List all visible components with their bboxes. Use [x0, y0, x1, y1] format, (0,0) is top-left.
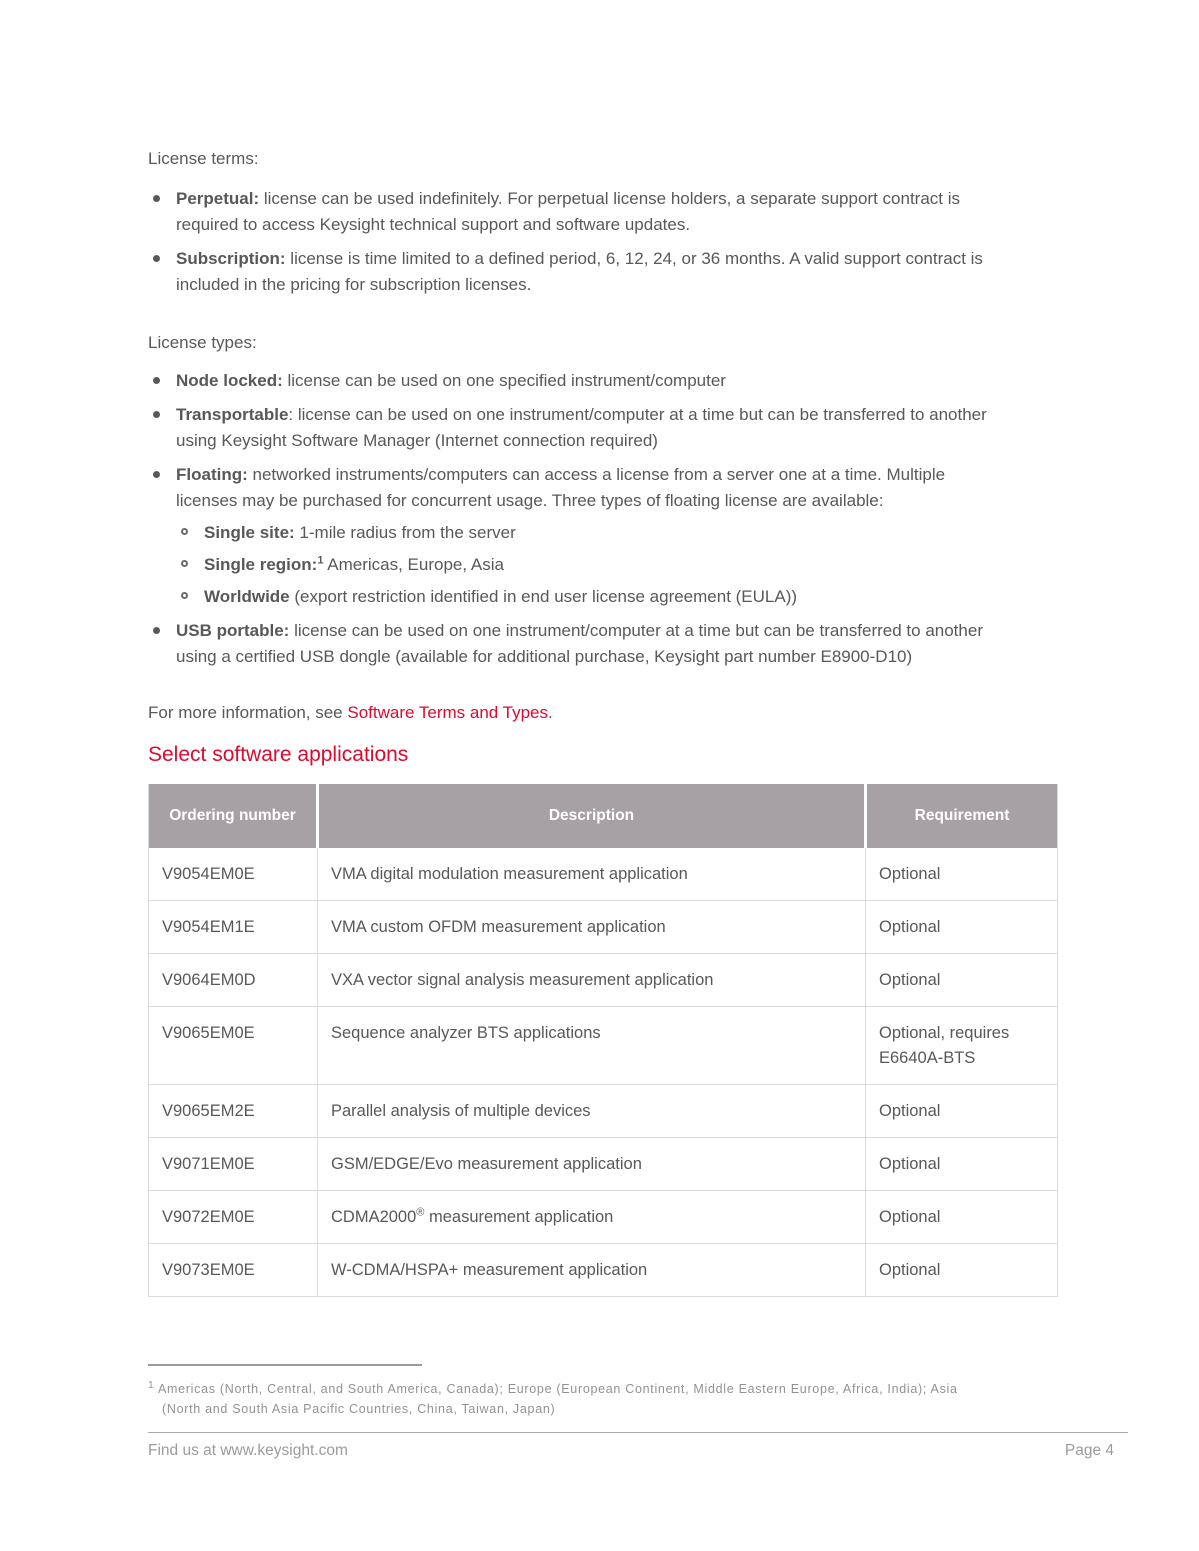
- list-item-node-locked: [176, 368, 996, 394]
- type-text: : license can be used on one instrument/computer at a time but can be transferred to another using Keysight Software Manager (Internet connection required): [176, 405, 987, 450]
- requirement-cell: Optional: [866, 1191, 1058, 1244]
- select-software-applications-heading: Select software applications: [148, 743, 409, 766]
- footnote-body: Americas (North, Central, and South America, Canada); Europe (European Continent, Middle Eastern Europe, Africa, India); Asia (North and South Asia Pacific Countries, China, Taiwan, Japan): [154, 1382, 958, 1417]
- description-cell: W-CDMA/HSPA+ measurement application: [318, 1244, 866, 1297]
- subitem-label: Worldwide: [204, 587, 290, 606]
- subitem-label: Single site:: [204, 523, 295, 542]
- license-terms-list: [148, 186, 1060, 298]
- subitem-text: Americas, Europe, Asia: [323, 555, 504, 574]
- subitem-text: 1-mile radius from the server: [294, 523, 516, 542]
- software-terms-link[interactable]: Software Terms and Types: [347, 703, 548, 722]
- ordering-number-cell: V9054EM0E: [162, 865, 255, 883]
- term-text: license can be used indefinitely. For perpetual license holders, a separate support contract is required to access Keysight technical support and software updates.: [176, 189, 961, 234]
- table-row: [149, 901, 1058, 954]
- requirement-cell: Optional: [866, 1244, 1058, 1297]
- software-applications-table: [148, 784, 1058, 1297]
- ordering-number-cell: V9054EM1E: [149, 901, 318, 954]
- table-header: [149, 784, 1058, 848]
- table-row: [149, 1007, 1058, 1085]
- list-item-single-site: [204, 520, 996, 546]
- description-cell: [318, 1191, 866, 1244]
- column-header-requirement: Requirement: [866, 784, 1058, 848]
- license-terms-heading: License terms:: [148, 149, 259, 168]
- type-label: Node locked:: [176, 371, 283, 390]
- table-body: [149, 848, 1058, 1297]
- list-item-single-region: [204, 552, 996, 578]
- list-item-floating: [176, 462, 996, 610]
- footnote-text: [148, 1376, 978, 1419]
- requirement-cell: Optional, requires E6640A-BTS: [866, 1007, 1058, 1085]
- type-text: networked instruments/computers can access a license from a server one at a time. Multiple licenses may be purchased for concurrent usage. Three types of floating license are available:: [176, 465, 946, 510]
- column-header-description: Description: [318, 784, 866, 848]
- description-cell: Parallel analysis of multiple devices: [318, 1085, 866, 1138]
- type-label: Floating:: [176, 465, 248, 484]
- ordering-number-cell: V9071EM0E: [149, 1138, 318, 1191]
- table-row: [149, 848, 1058, 901]
- bullet-icon: [153, 255, 160, 262]
- description-text: CDMA2000: [331, 1208, 417, 1226]
- ordering-number-cell: V9073EM0E: [149, 1244, 318, 1297]
- requirement-cell: Optional: [866, 1138, 1058, 1191]
- list-item-transportable: [176, 402, 996, 454]
- page-footer: [148, 1432, 1128, 1460]
- license-types-list: [148, 368, 1060, 670]
- requirement-cell: Optional: [866, 1085, 1058, 1138]
- table-row: [149, 1138, 1058, 1191]
- more-info-suffix: .: [548, 703, 553, 722]
- footnote-block: [148, 1364, 978, 1419]
- term-text: license is time limited to a defined period, 6, 12, 24, or 36 months. A valid support contract is included in the pricing for subscription licenses.: [176, 249, 983, 294]
- circle-bullet-icon: [181, 560, 188, 567]
- footer-find-us-text: Find us at www.keysight.com: [148, 1442, 348, 1459]
- bullet-icon: [153, 627, 160, 634]
- list-item-perpetual: [176, 186, 996, 238]
- table-row: [149, 1085, 1058, 1138]
- ordering-number-cell: V9065EM2E: [149, 1085, 318, 1138]
- circle-bullet-icon: [181, 528, 188, 535]
- ordering-number-cell: V9072EM0E: [149, 1191, 318, 1244]
- table-row: [149, 954, 1058, 1007]
- description-text: measurement application: [424, 1208, 614, 1226]
- page-number: Page 4: [1064, 1442, 1114, 1459]
- description-cell: VMA custom OFDM measurement application: [318, 901, 866, 954]
- bullet-icon: [153, 471, 160, 478]
- type-label: Transportable: [176, 405, 289, 424]
- ordering-number-cell: V9065EM0E: [149, 1007, 318, 1085]
- table-header-row: [149, 784, 1058, 848]
- type-label: USB portable:: [176, 621, 290, 640]
- description-cell: VXA vector signal analysis measurement application: [318, 954, 866, 1007]
- subitem-label: Single region:: [204, 555, 318, 574]
- column-header-ordering-number: Ordering number: [149, 784, 318, 848]
- footnote-marker: 1: [317, 554, 324, 567]
- term-label: Perpetual:: [176, 189, 260, 208]
- subitem-text: (export restriction identified in end user license agreement (EULA)): [289, 587, 798, 606]
- bullet-icon: [153, 195, 160, 202]
- footnote-divider: [148, 1364, 422, 1366]
- more-info-prefix: For more information, see: [148, 703, 348, 722]
- footnote-marker: 1: [148, 1380, 155, 1391]
- type-text: license can be used on one specified instrument/computer: [282, 371, 726, 390]
- more-info-paragraph: [148, 700, 1060, 726]
- list-item-worldwide: [204, 584, 996, 610]
- ordering-number-cell: V9064EM0D: [149, 954, 318, 1007]
- floating-sublist: [176, 520, 996, 610]
- type-text: license can be used on one instrument/computer at a time but can be transferred to another using a certified USB dongle (available for additional purchase, Keysight part number E8900-D10): [176, 621, 983, 666]
- table-row: [149, 1191, 1058, 1244]
- term-label: Subscription:: [176, 249, 286, 268]
- registered-trademark-icon: ®: [416, 1206, 425, 1219]
- list-item-usb-portable: [176, 618, 996, 670]
- bullet-icon: [153, 411, 160, 418]
- description-cell: VMA digital modulation measurement application: [318, 848, 866, 901]
- description-cell: Sequence analyzer BTS applications: [318, 1007, 866, 1085]
- bullet-icon: [153, 377, 160, 384]
- circle-bullet-icon: [181, 592, 188, 599]
- license-types-heading: License types:: [148, 333, 257, 352]
- description-cell: GSM/EDGE/Evo measurement application: [318, 1138, 866, 1191]
- requirement-cell: Optional: [866, 954, 1058, 1007]
- requirement-cell: Optional: [866, 848, 1058, 901]
- list-item-subscription: [176, 246, 996, 298]
- requirement-cell: Optional: [866, 901, 1058, 954]
- table-row: [149, 1244, 1058, 1297]
